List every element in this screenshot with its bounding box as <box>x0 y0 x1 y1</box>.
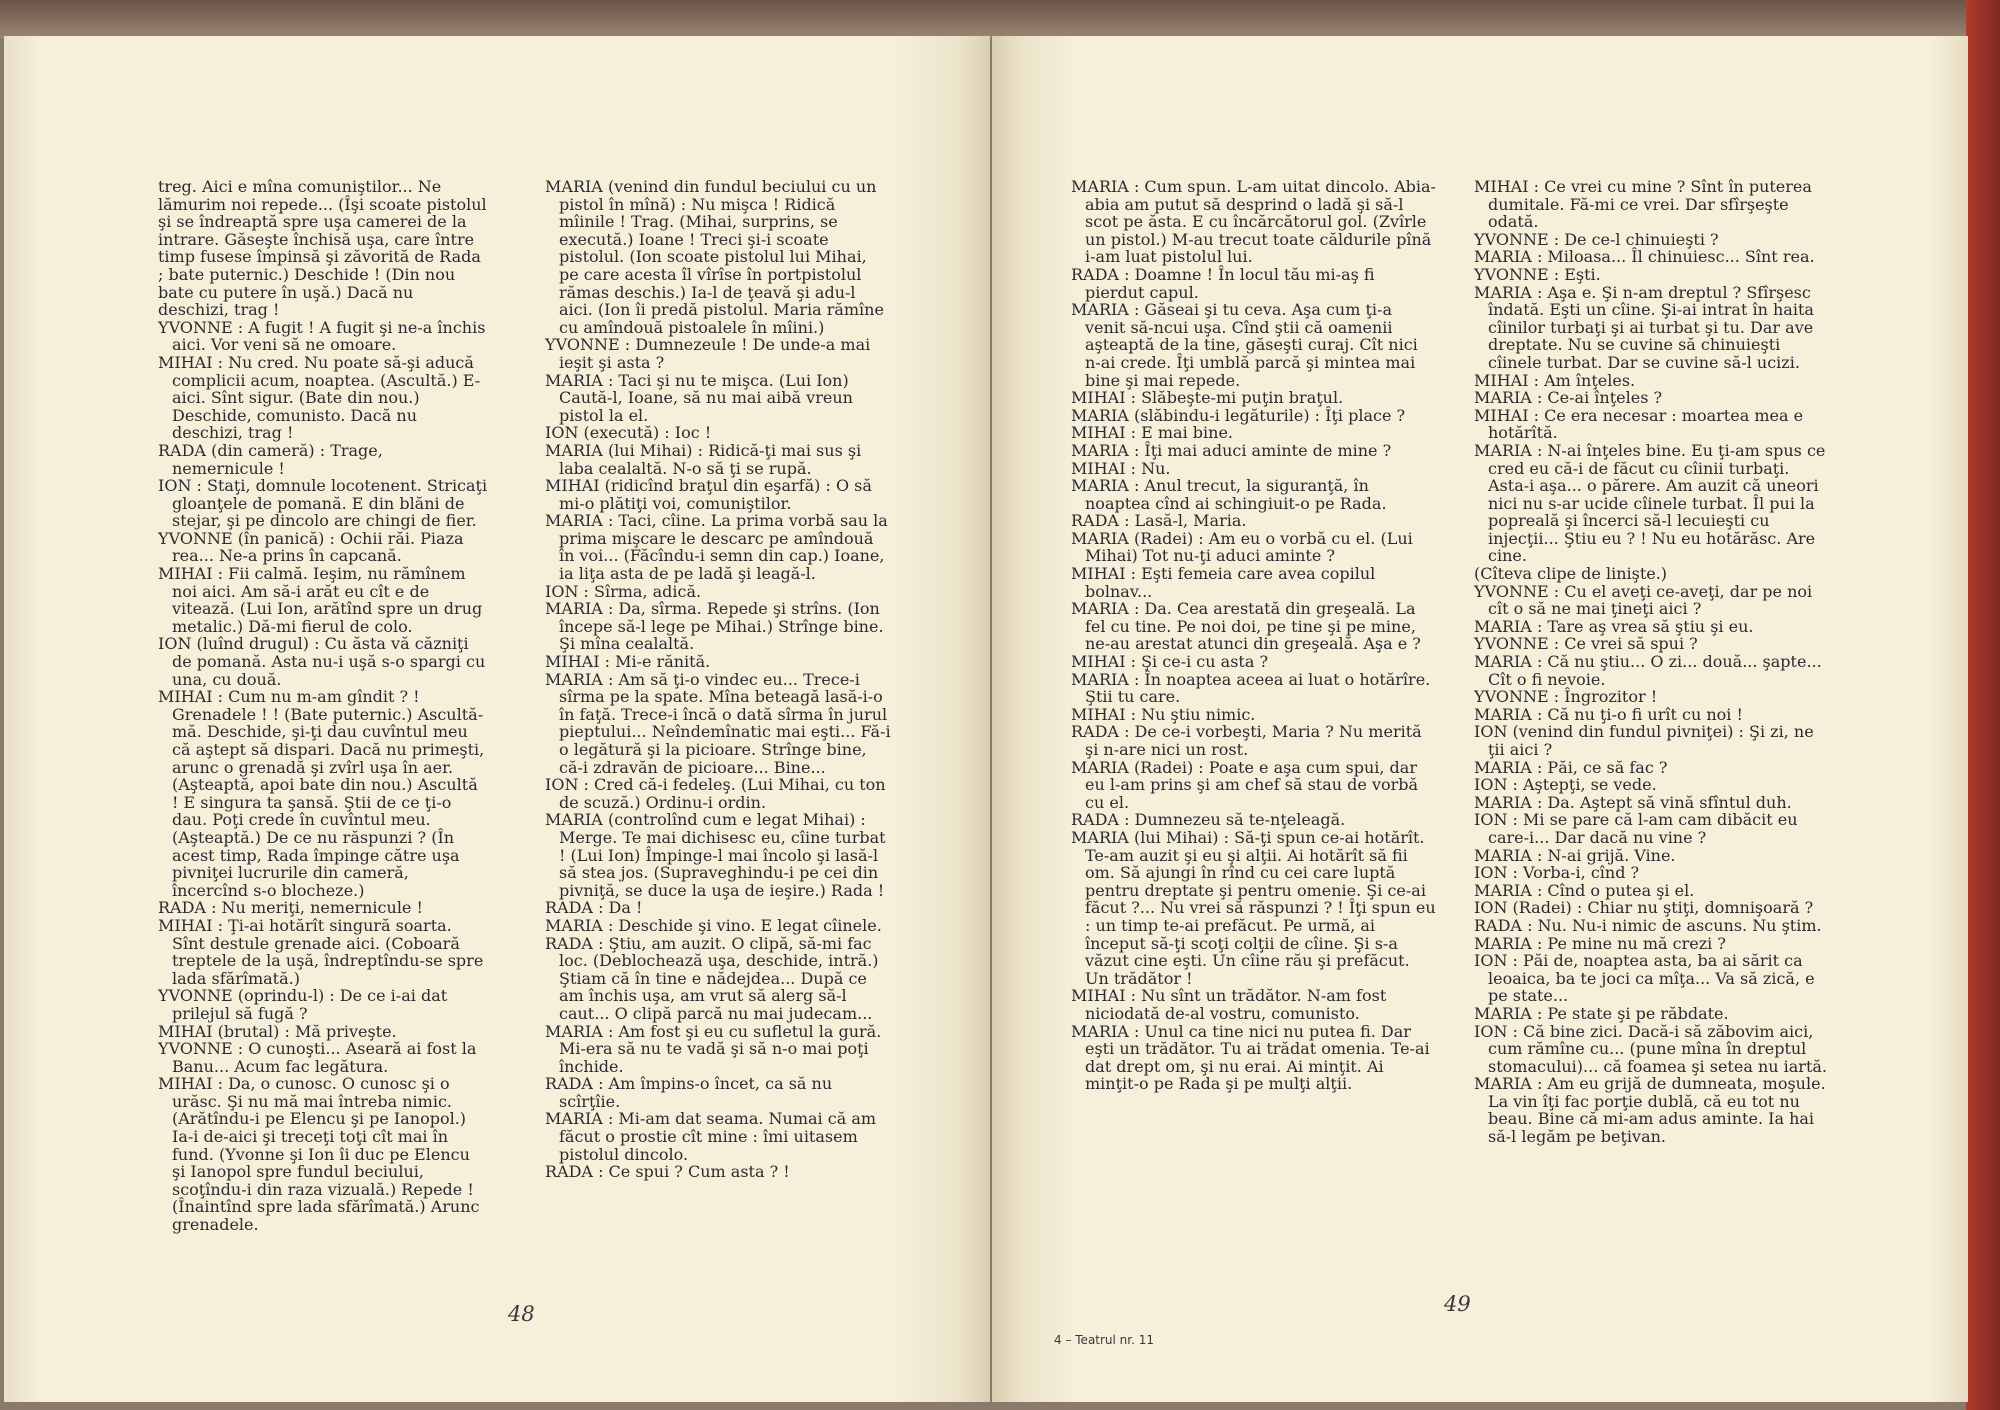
text-paragraph: MIHAI : Nu ştiu nimic. <box>1071 704 1256 724</box>
text-paragraph: MARIA : Ce-ai înţeles ? <box>1474 388 1663 408</box>
text-paragraph: MARIA : Anul trecut, la siguranţă, în noaptea cînd ai schingiuit-o pe Rada. <box>1071 476 1387 513</box>
text-paragraph: MARIA : Îţi mai aduci aminte de mine ? <box>1071 440 1392 460</box>
text-paragraph: MIHAI : Eşti femeia care avea copilul bolnav... <box>1071 564 1376 601</box>
text-paragraph: ION (execută) : Ioc ! <box>545 423 712 443</box>
text-paragraph: MARIA : N-ai grijă. Vine. <box>1474 845 1676 865</box>
text-paragraph: MARIA : Mi-am dat seama. Numai că am făcut o prostie cît mine : îmi uitasem pistolul dincolo. <box>545 1109 877 1164</box>
page-footer: 4 – Teatrul nr. 11 <box>1054 1333 1155 1347</box>
text-paragraph: MIHAI : Cum nu m-am gîndit ? ! Grenadele ! ! (Bate puternic.) Ascultă-mă. Deschide, şi-ţi dau cuvîntul meu că aştept să dispari. Dacă nu primeşti, arunc o grenadă şi zvîrl uşa în aer. (Aşteaptă, apoi bate din nou.) Ascultă ! E singura ta şansă. Ştii de ce ţi-o dau. Poţi crede în cuvîntul meu. (Aşteaptă.) De ce nu răspunzi ? (În acest timp, Rada împinge către uşa pivniţei lucrurile din cameră, încercînd s-o blocheze.) <box>158 687 485 900</box>
text-paragraph: MARIA : Taci, cîine. La prima vorbă sau la prima mişcare le descarc pe amîndouă în voi... (Făcîndu-i semn din cap.) Ioane, ia liţa asta de pe ladă şi leagă-l. <box>545 511 888 584</box>
text-paragraph: RADA : Dumnezeu să te-nţeleagă. <box>1071 810 1346 830</box>
text-paragraph: ION (venind din fundul pivniţei) : Şi zi, ne ţii aici ? <box>1474 722 1814 759</box>
text-paragraph: MIHAI : Ce era necesar : moartea mea e hotărîtă. <box>1474 405 1804 443</box>
text-paragraph: MARIA (venind din fundul beciului cu un pistol în mînă) : Nu mişca ! Ridică mîinile ! Trag. (Mihai, surprins, se execută.) Ioane ! Treci şi-i scoate pistolul. (Ion scoate pistolul lui Mihai, pe care acesta îl vîrîse în portpistolul rămas deschis.) Ia-l de ţeavă şi adu-l aici. (Ion îi predă pistolul. Maria rămîne cu amîndouă pistoalele în mîini.) <box>545 177 884 337</box>
text-paragraph: MIHAI (brutal) : Mă priveşte. <box>158 1021 397 1041</box>
text-paragraph: YVONNE : Ce vrei să spui ? <box>1474 634 1698 654</box>
text-paragraph: MIHAI : Ţi-ai hotărît singură soarta. Sînt destule grenade aici. (Coboară treptele de la uşă, îndreptîndu-se spre lada sfărîmată.) <box>158 915 484 988</box>
text-paragraph: MARIA (slăbindu-i legăturile) : Îţi place ? <box>1071 405 1406 425</box>
text-paragraph: YVONNE (în panică) : Ochii răi. Piaza rea... Ne-a prins în capcană. <box>158 528 464 566</box>
text-paragraph: MARIA : Cum spun. L-am uitat dincolo. Abia-abia am putut să desprind o ladă şi să-l scot pe ăsta. E cu încărcătorul gol. (Zvîrle un pistol.) M-au trecut toate căldurile pînă i-am luat pistolul lui. <box>1071 177 1436 267</box>
text-paragraph: MIHAI : Ce vrei cu mine ? Sînt în puterea dumitale. Fă-mi ce vrei. Dar sfîrşeşte odată. <box>1474 177 1812 232</box>
left-page-column-1 <box>158 178 488 1234</box>
text-paragraph: MIHAI : Mi-e rănită. <box>545 652 711 672</box>
text-paragraph: RADA : Nu. Nu-i nimic de ascuns. Nu ştim. <box>1474 915 1822 935</box>
text-paragraph: ION (Radei) : Chiar nu ştiţi, domnişoară ? <box>1474 898 1814 918</box>
right-page <box>992 36 1968 1402</box>
text-paragraph: YVONNE : Îngrozitor ! <box>1474 687 1658 707</box>
text-paragraph: MARIA : Taci şi nu te mişca. (Lui Ion) Caută-l, Ioane, să nu mai aibă vreun pistol la el. <box>545 370 853 425</box>
text-paragraph: MARIA : N-ai înţeles bine. Eu ţi-am spus ce cred eu că-i de făcut cu cîinii turbaţi. Asta-i aşa... o părere. Am auzit că uneori nici nu s-ar ucide cîinele turbat. Îl pui la popreală şi încerci să-l lecuieşti cu injecţii... Ştiu eu ? ! Nu eu hotărăsc. Are cine. <box>1474 440 1826 566</box>
text-paragraph: (Cîteva clipe de linişte.) <box>1474 564 1668 584</box>
text-paragraph: RADA : Ce spui ? Cum asta ? ! <box>545 1162 790 1182</box>
text-paragraph: MARIA : Da, sîrma. Repede şi strîns. (Ion începe să-l lege pe Mihai.) Strînge bine. Şi mîna cealaltă. <box>545 599 884 654</box>
text-paragraph: MARIA : Miloasa... Îl chinuiesc... Sînt rea. <box>1474 247 1815 267</box>
text-paragraph: RADA : De ce-i vorbeşti, Maria ? Nu merită şi n-are nici un rost. <box>1071 722 1422 759</box>
text-paragraph: RADA : Ştiu, am auzit. O clipă, să-mi fac loc. (Deblochează uşa, deschide, intră.) Ştiam că în tine e nădejdea... După ce am închis uşa, am vrut să alerg să-l caut... O clipă parcă nu mai judecam... <box>545 933 879 1023</box>
text-paragraph: MARIA (Radei) : Am eu o vorbă cu el. (Lui Mihai) Tot nu-ţi aduci aminte ? <box>1071 528 1413 566</box>
text-paragraph: MARIA : Am eu grijă de dumneata, moşule. La vin îţi fac porţie dublă, că eu tot nu beau. Bine că mi-am adus aminte. Ia hai să-l legăm pe beţivan. <box>1474 1074 1826 1147</box>
text-paragraph: MARIA : Da. Cea arestată din greşeală. La fel cu tine. Pe noi doi, pe tine şi pe mine, ne-au arestat atunci din greşeală. Aşa e ? <box>1071 599 1421 654</box>
text-paragraph: ION : Sîrma, adică. <box>545 581 702 601</box>
text-paragraph: MIHAI : Nu sînt un trădător. N-am fost niciodată de-al vostru, comunisto. <box>1071 986 1387 1023</box>
text-paragraph: treg. Aici e mîna comuniştilor... Ne lămurim noi repede... (Îşi scoate pistolul şi se îndreaptă spre uşa camerei de la intrare. Găseşte închisă uşa, care între timp fusese împinsă şi zăvorită de Rada ; bate puternic.) Deschide ! (Din nou bate cu putere în uşă.) Dacă nu deschizi, trag ! <box>158 177 487 320</box>
text-paragraph: MARIA : Păi, ce să fac ? <box>1474 757 1668 777</box>
text-paragraph: MARIA : Că nu ţi-o fi urît cu noi ! <box>1474 704 1743 724</box>
text-paragraph: ION : Că bine zici. Dacă-i să zăbovim aici, cum rămîne cu... (pune mîna în dreptul stomacului)... că foamea şi setea nu iartă. <box>1474 1021 1827 1076</box>
text-paragraph: MARIA : Deschide şi vino. E legat cîinele. <box>545 915 882 935</box>
text-paragraph: MIHAI : Nu. <box>1071 458 1171 478</box>
text-paragraph: MIHAI : Am înţeles. <box>1474 370 1636 390</box>
text-paragraph: RADA : Da ! <box>545 898 643 918</box>
page-number-left: 48 <box>508 1302 535 1326</box>
text-paragraph: MIHAI : Slăbeşte-mi puţin braţul. <box>1071 388 1344 408</box>
text-paragraph: RADA : Am împins-o încet, ca să nu scîrţîie. <box>545 1074 833 1111</box>
text-paragraph: YVONNE : A fugit ! A fugit şi ne-a închis aici. Vor veni să ne omoare. <box>158 317 486 355</box>
text-paragraph: MARIA (lui Mihai) : Ridică-ţi mai sus şi laba cealaltă. N-o să ţi se rupă. <box>545 440 862 478</box>
text-paragraph: MIHAI : Fii calmă. Ieşim, nu rămînem noi aici. Am să-i arăt eu cît e de vitează. (Lui Ion, arătînd spre un drug metalic.) Dă-mi fierul de colo. <box>158 564 483 636</box>
text-paragraph: MARIA : În noaptea aceea ai luat o hotărîre. Ştii tu care. <box>1071 669 1431 707</box>
text-paragraph: MARIA : Aşa e. Şi n-am dreptul ? Sfîrşesc îndată. Eşti un cîine. Şi-ai intrat în haita cîinilor turbaţi şi ai turbat şi tu. Dar ave dreptate. Nu se cuvine să chinuieşti cîinele turbat. Dar se cuvine să-l ucizi. <box>1474 282 1814 372</box>
left-page-column-2 <box>545 178 891 1181</box>
text-paragraph: RADA : Lasă-l, Maria. <box>1071 511 1247 531</box>
text-paragraph: ION : Mi se pare că l-am cam dibăcit eu care-i... Dar dacă nu vine ? <box>1474 810 1798 847</box>
text-paragraph: MARIA : Găseai şi tu ceva. Aşa cum ţi-a venit să-ncui uşa. Cînd ştii că oamenii aşteaptă de la tine, găseşti curaj. Cît nici n-ai crede. Îţi umblă parcă şi mintea mai bine şi mai repede. <box>1071 300 1418 390</box>
text-paragraph: MIHAI (ridicînd braţul din eşarfă) : O să mi-o plătiţi voi, comuniştilor. <box>545 476 872 513</box>
text-paragraph: ION : Vorba-i, cînd ? <box>1474 863 1640 883</box>
text-paragraph: YVONNE : De ce-l chinuieşti ? <box>1474 229 1719 249</box>
text-paragraph: MARIA : Pe state şi pe răbdate. <box>1474 1003 1729 1023</box>
text-paragraph: MARIA (controlînd cum e legat Mihai) : Merge. Te mai dichisesc eu, cîine turbat ! (Lui Ion) Împinge-l mai încolo şi lasă-l să stea jos. (Supraveghindu-i pe cei din pivniţă, se duce la uşa de ieşire.) Rada ! <box>545 810 886 900</box>
text-paragraph: MARIA : Am fost şi eu cu sufletul la gură. Mi-era să nu te vadă şi să n-o mai poţi închide. <box>545 1021 882 1076</box>
text-paragraph: YVONNE : Dumnezeule ! De unde-a mai ieşit şi asta ? <box>545 335 871 372</box>
text-paragraph: MARIA : Tare aş vrea să ştiu şi eu. <box>1474 616 1754 636</box>
text-paragraph: YVONNE (oprindu-l) : De ce i-ai dat prilejul să fugă ? <box>158 986 448 1023</box>
text-paragraph: ION : Aştepţi, se vede. <box>1474 775 1657 795</box>
text-paragraph: MARIA : Am să ţi-o vindec eu... Trece-i sîrma pe la spate. Mîna beteagă lasă-i-o în faţă. Trece-i încă o dată sîrma în jurul pieptului... Neîndemînatic mai eşti... Fă-i o legătură şi la picioare. Strînge bine, că-i zdravăn de picioare... Bine... <box>545 669 891 777</box>
text-paragraph: RADA : Doamne ! În locul tău mi-aş fi pierdut capul. <box>1071 264 1375 302</box>
text-paragraph: MIHAI : E mai bine. <box>1071 423 1233 443</box>
text-paragraph: MIHAI : Da, o cunosc. O cunosc şi o urăsc. Şi nu mă mai întreba nimic. (Arătîndu-i pe Elencu şi pe Ianopol.) Ia-i de-aici şi treceţi toţi cît mai în fund. (Yvonne şi Ion îi duc pe Elencu şi Ianopol spre fundul beciului, scoţîndu-i din raza vizuală.) Repede ! (Înaintînd spre lada sfărîmată.) Arunc grenadele. <box>158 1074 480 1235</box>
text-paragraph: MARIA : Că nu ştiu... O zi... două... şapte... Cît o fi nevoie. <box>1474 652 1822 689</box>
right-page-column-1 <box>1071 178 1437 1093</box>
book-cover-right <box>1966 0 2000 1410</box>
text-paragraph: MARIA (Radei) : Poate e aşa cum spui, dar eu l-am prins şi am chef să stau de vorbă cu el. <box>1071 757 1419 812</box>
text-paragraph: RADA (din cameră) : Trage, nemernicule ! <box>158 440 383 478</box>
text-paragraph: MARIA : Unul ca tine nici nu putea fi. Dar eşti un trădător. Tu ai trădat omenia. Te-ai dat drept om, şi nu erai. Ai minţit. Ai minţit-o pe Rada şi pe mulţi alţii. <box>1071 1021 1430 1094</box>
text-paragraph: ION : Păi de, noaptea asta, ba ai sărit ca leoaica, ba te joci ca mîţa... Va să zică, e pe state... <box>1474 951 1815 1006</box>
text-paragraph: YVONNE : Cu el aveţi ce-aveţi, dar pe noi cît o să ne mai ţineţi aici ? <box>1474 581 1813 619</box>
text-paragraph: MARIA : Da. Aştept să vină sfîntul duh. <box>1474 792 1792 812</box>
text-paragraph: MARIA : Cînd o putea şi el. <box>1474 880 1695 900</box>
right-page-column-2 <box>1474 178 1828 1146</box>
book-cover-top <box>0 0 2000 38</box>
text-paragraph: ION : Cred că-i fedeleş. (Lui Mihai, cu ton de scuză.) Ordinu-i ordin. <box>545 775 886 812</box>
text-paragraph: MARIA (lui Mihai) : Să-ţi spun ce-ai hotărît. Te-am auzit şi eu şi alţii. Ai hotărît să fii om. Să ajungi în rînd cu cei care luptă pentru dreptate şi pentru omenie. Şi ce-ai făcut ?... Nu vrei să răspunzi ? ! Îţi spun eu : un timp te-ai prefăcut. Pe urmă, ai început să-ţi scoţi colţii de cîine. Şi s-a văzut cine eşti. Un cîine rău şi prefăcut. Un trădător ! <box>1071 827 1436 988</box>
text-paragraph: MIHAI : Nu cred. Nu poate să-şi aducă complicii acum, noaptea. (Ascultă.) E-aici. Sînt sigur. (Bate din nou.) Deschide, comunisto. Dacă nu deschizi, trag ! <box>158 352 481 443</box>
text-paragraph: MIHAI : Şi ce-i cu asta ? <box>1071 652 1269 672</box>
text-paragraph: YVONNE : Eşti. <box>1474 264 1601 284</box>
left-page <box>4 36 990 1402</box>
text-paragraph: ION : Staţi, domnule locotenent. Stricaţi gloanţele de pomană. E din blăni de stejar, şi pe dincolo are chingi de fier. <box>158 476 488 531</box>
page-number-right: 49 <box>1444 1292 1471 1316</box>
text-paragraph: RADA : Nu meriţi, nemernicule ! <box>158 898 423 918</box>
text-paragraph: ION (luînd drugul) : Cu ăsta vă căzniţi de pomană. Asta nu-i uşă s-o spargi cu una, cu două. <box>158 634 486 689</box>
text-paragraph: MARIA : Pe mine nu mă crezi ? <box>1474 933 1726 953</box>
text-paragraph: YVONNE : O cunoşti... Aseară ai fost la Banu... Acum fac legătura. <box>158 1039 477 1076</box>
